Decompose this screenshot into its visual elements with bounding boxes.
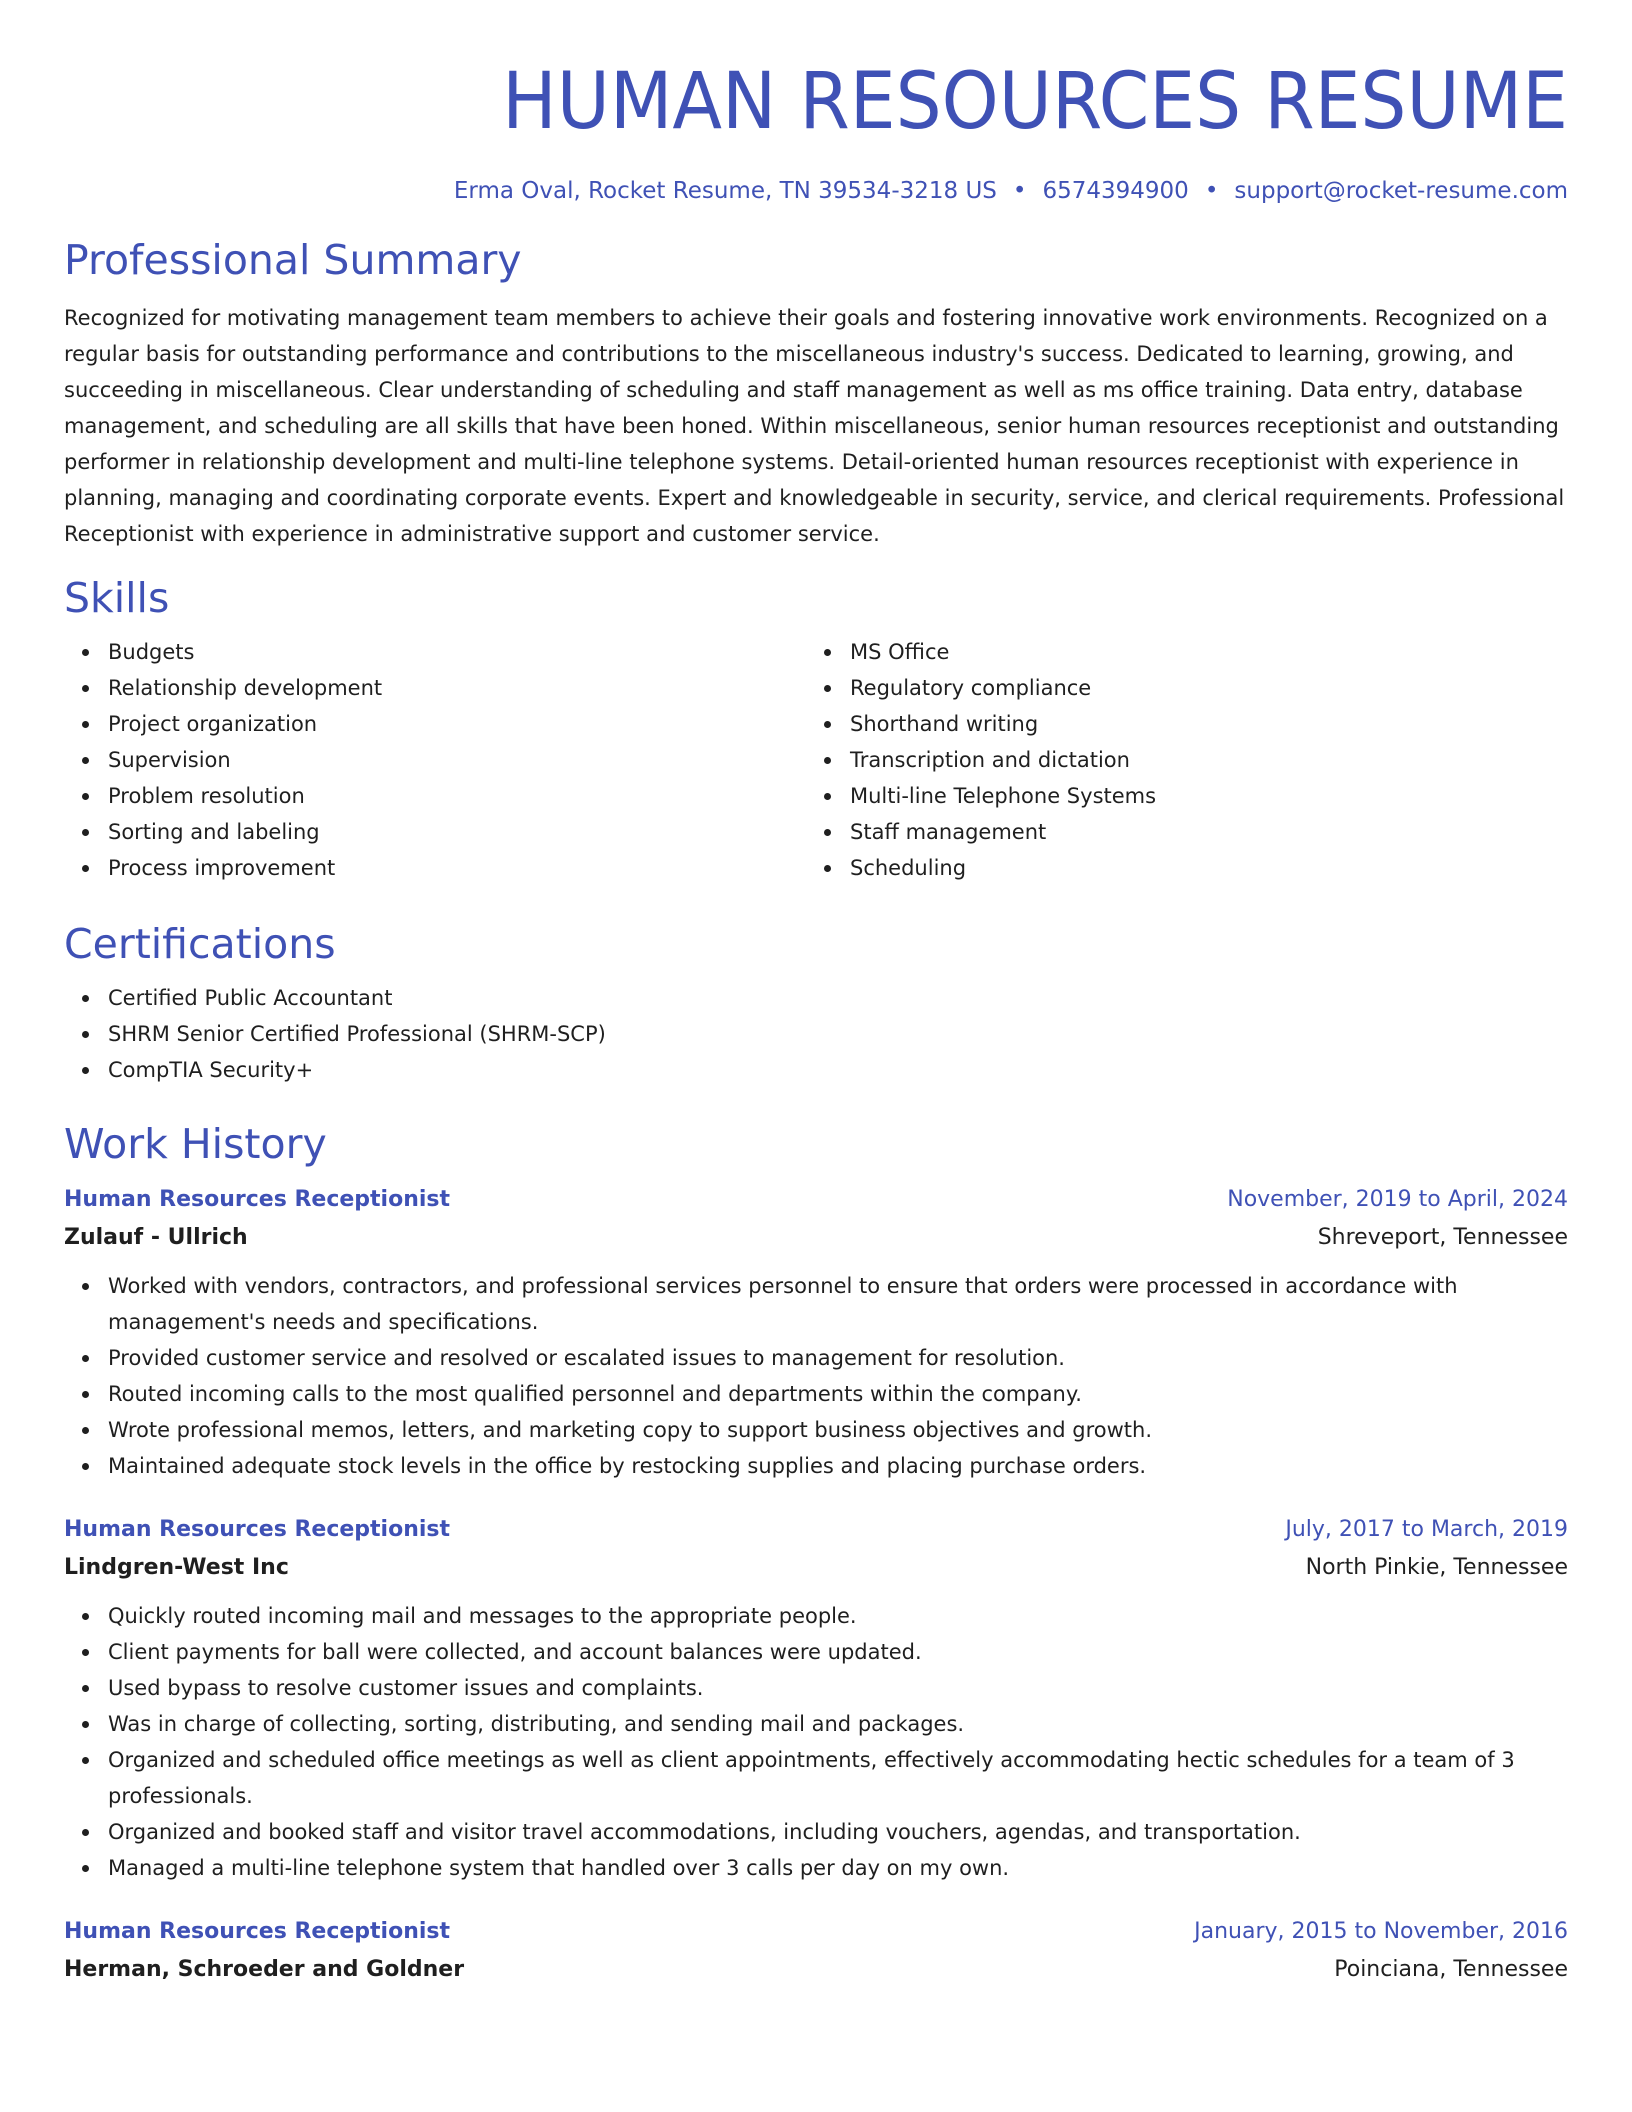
job-header xyxy=(64,1182,1568,1218)
job-subheader xyxy=(64,1950,1568,1990)
summary-text: Recognized for motivating management team members to achieve their goals and fostering innovative work environments. Recognized on a regular basis for outstanding performance and contributions to the miscellaneous industry's success. Dedicated to learning, growing, and succeeding in miscellaneous. Clear understanding of scheduling and staff management as well as ms office training. Data entry, database management, and scheduling are all skills that have been honed. Within miscellaneous, senior human resources receptionist and outstanding performer in relationship development and multi-line telephone systems. Detail-oriented human resources receptionist with experience in planning, managing and coordinating corporate events. Expert and knowledgeable in security, service, and clerical requirements. Professional Receptionist with experience in administrative support and customer service. xyxy=(64,306,1565,546)
job-location: Shreveport, Tennessee xyxy=(1317,1225,1568,1250)
skill-item: Relationship development xyxy=(108,670,806,706)
skill-item: Scheduling xyxy=(850,850,1548,886)
contact-separator: • xyxy=(1012,178,1027,204)
contact-email[interactable]: support@rocket-resume.com xyxy=(1234,178,1568,204)
job-duty: Maintained adequate stock levels in the office by restocking supplies and placing purchase orders. xyxy=(108,1448,1568,1484)
job-duty: Organized and scheduled office meetings as well as client appointments, effectively accommodating hectic schedules for a team of 3 professionals. xyxy=(108,1742,1568,1814)
skill-item: Supervision xyxy=(108,742,806,778)
work-history-heading: Work History xyxy=(64,1120,327,1168)
job-entry xyxy=(64,1914,1568,1990)
skill-item: Multi-line Telephone Systems xyxy=(850,778,1548,814)
skill-item: Regulatory compliance xyxy=(850,670,1548,706)
certification-item: Certified Public Accountant xyxy=(108,980,1568,1016)
job-duty: Worked with vendors, contractors, and professional services personnel to ensure that orders were processed in accordance with management's needs and specifications. xyxy=(108,1268,1568,1340)
skill-item: Shorthand writing xyxy=(850,706,1548,742)
job-title: Human Resources Receptionist xyxy=(64,1919,451,1944)
certification-item: SHRM Senior Certified Professional (SHRM-SCP) xyxy=(108,1016,1568,1052)
skill-item: Budgets xyxy=(108,634,806,670)
job-dates: November, 2019 to April, 2024 xyxy=(1227,1187,1568,1212)
job-duty: Used bypass to resolve customer issues and complaints. xyxy=(108,1670,1568,1706)
job-company: Lindgren-West Inc xyxy=(64,1555,289,1580)
job-duty: Was in charge of collecting, sorting, distributing, and sending mail and packages. xyxy=(108,1706,1568,1742)
job-entry xyxy=(64,1182,1568,1484)
job-title: Human Resources Receptionist xyxy=(64,1517,451,1542)
job-duty: Routed incoming calls to the most qualified personnel and departments within the company. xyxy=(108,1376,1568,1412)
skill-item: Staff management xyxy=(850,814,1548,850)
job-subheader xyxy=(64,1548,1568,1588)
certifications-list xyxy=(64,980,1568,1088)
certification-item: CompTIA Security+ xyxy=(108,1052,1568,1088)
job-dates: July, 2017 to March, 2019 xyxy=(1285,1517,1568,1542)
job-company: Herman, Schroeder and Goldner xyxy=(64,1957,465,1982)
job-duties-list xyxy=(64,1268,1568,1484)
job-duties-list xyxy=(64,1598,1568,1886)
contact-address: Erma Oval, Rocket Resume, TN 39534-3218 US xyxy=(453,178,997,204)
job-entry xyxy=(64,1512,1568,1886)
skill-item: Transcription and dictation xyxy=(850,742,1548,778)
job-duty: Quickly routed incoming mail and messages to the appropriate people. xyxy=(108,1598,1568,1634)
job-header xyxy=(64,1512,1568,1548)
contact-separator: • xyxy=(1204,178,1219,204)
skill-item: Sorting and labeling xyxy=(108,814,806,850)
job-duty: Wrote professional memos, letters, and marketing copy to support business objectives and growth. xyxy=(108,1412,1568,1448)
job-duty: Organized and booked staff and visitor travel accommodations, including vouchers, agendas, and transportation. xyxy=(108,1814,1568,1850)
contact-phone: 6574394900 xyxy=(1042,178,1189,204)
job-duty: Client payments for ball were collected, and account balances were updated. xyxy=(108,1634,1568,1670)
job-header xyxy=(64,1914,1568,1950)
job-duty: Provided customer service and resolved or escalated issues to management for resolution. xyxy=(108,1340,1568,1376)
skill-item: Problem resolution xyxy=(108,778,806,814)
job-title: Human Resources Receptionist xyxy=(64,1187,451,1212)
job-location: North Pinkie, Tennessee xyxy=(1305,1555,1568,1580)
skills-list-right xyxy=(806,634,1548,886)
skill-item: Project organization xyxy=(108,706,806,742)
job-location: Poinciana, Tennessee xyxy=(1334,1957,1568,1982)
job-duty: Managed a multi-line telephone system that handled over 3 calls per day on my own. xyxy=(108,1850,1568,1886)
skills-columns xyxy=(64,634,1568,886)
resume-title: HUMAN RESOURCES RESUME xyxy=(502,57,1568,147)
job-subheader xyxy=(64,1218,1568,1258)
contact-line xyxy=(64,176,1568,206)
certifications-heading: Certifications xyxy=(64,920,336,968)
summary-heading: Professional Summary xyxy=(64,236,522,284)
skills-heading: Skills xyxy=(64,574,170,622)
skill-item: MS Office xyxy=(850,634,1548,670)
skill-item: Process improvement xyxy=(108,850,806,886)
resume-page xyxy=(64,0,1568,1990)
job-company: Zulauf - Ullrich xyxy=(64,1225,248,1250)
job-dates: January, 2015 to November, 2016 xyxy=(1194,1919,1568,1944)
skills-list-left xyxy=(64,634,806,886)
